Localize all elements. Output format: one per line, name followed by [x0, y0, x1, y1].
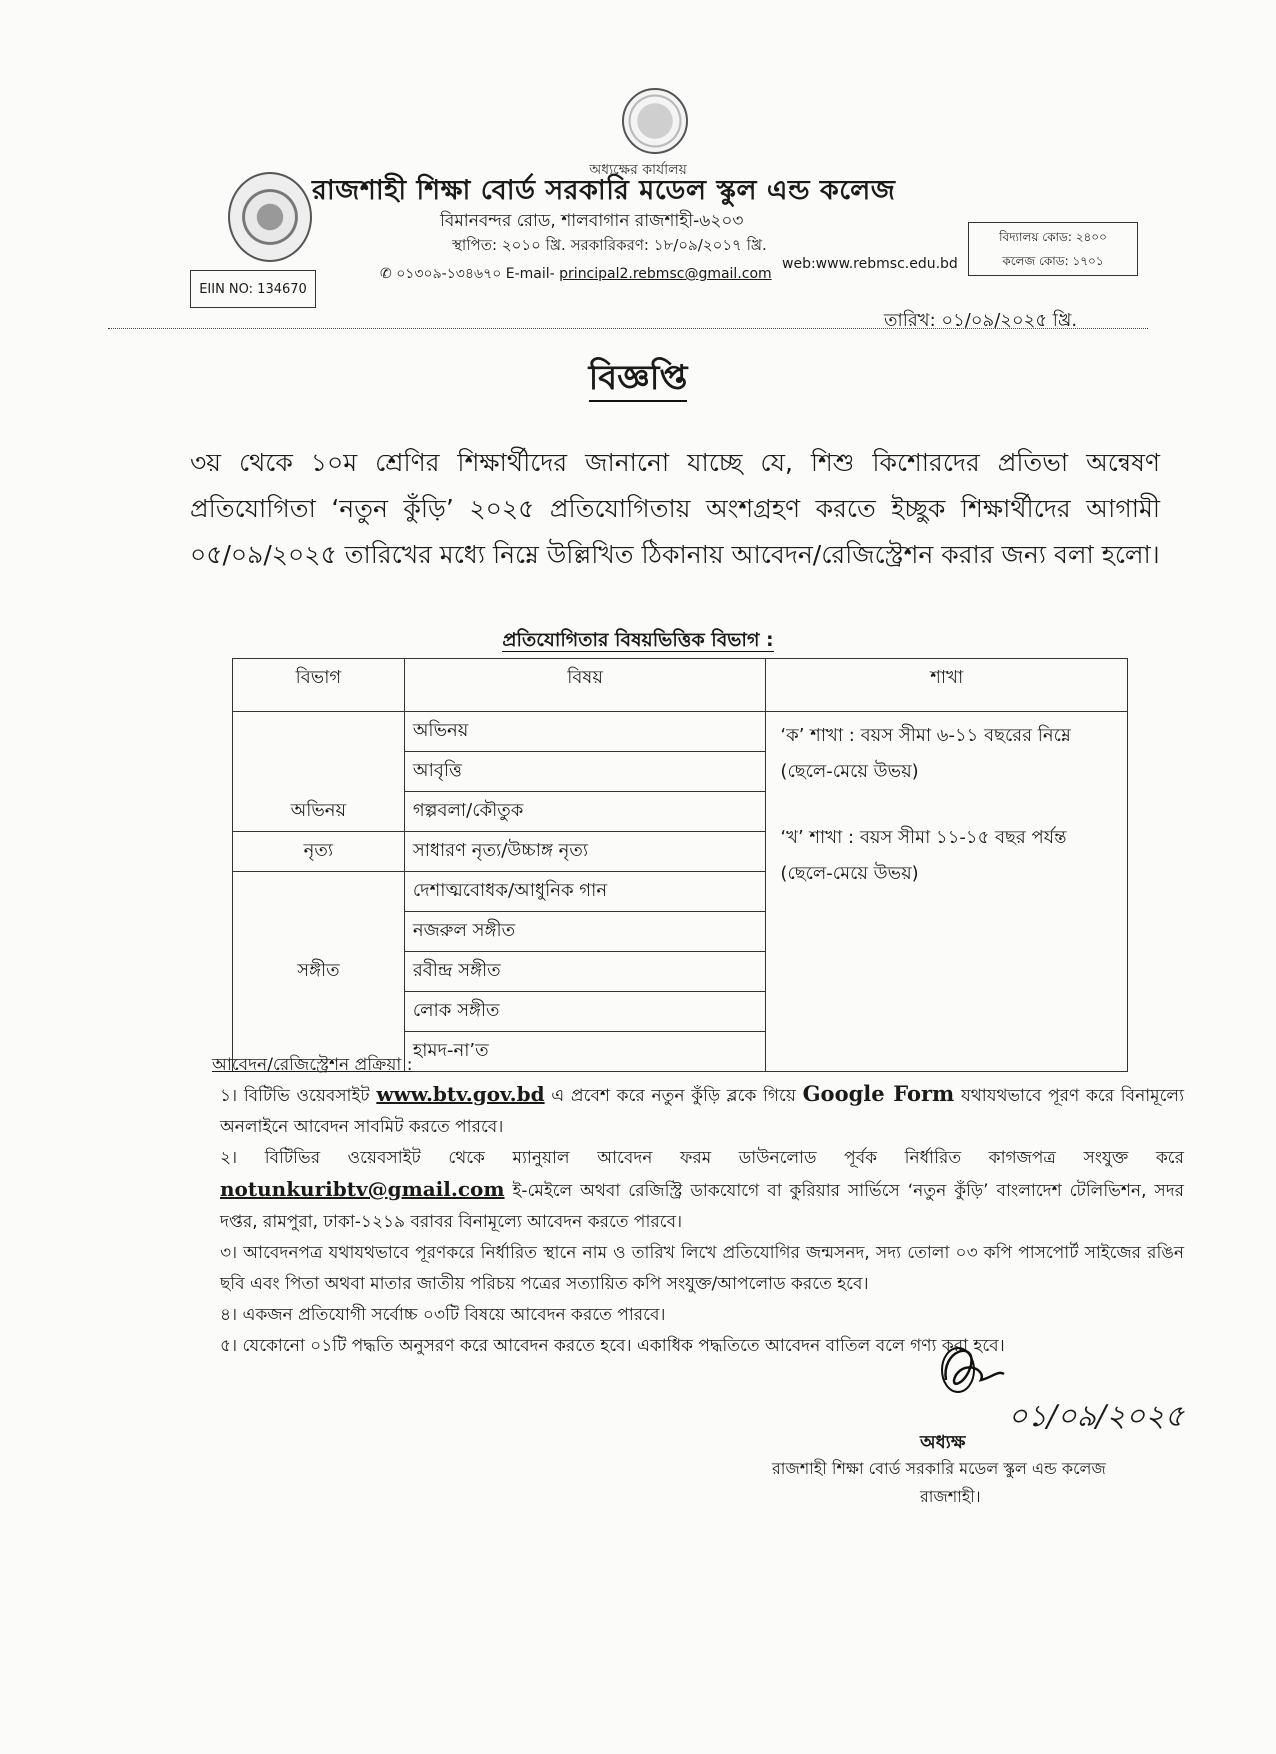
subject-cell: রবীন্দ্র সঙ্গীত [404, 952, 766, 992]
code-box [968, 222, 1138, 276]
phone-icon: ✆ [380, 266, 392, 282]
btv-website-link[interactable]: www.btv.gov.bd [376, 1082, 545, 1106]
government-seal-logo [622, 88, 688, 154]
handwritten-signature [936, 1340, 1006, 1400]
subject-cell: আবৃত্তি [404, 752, 766, 792]
eiin-box: EIIN NO: 134670 [190, 270, 316, 308]
table-caption-text: প্রতিযোগিতার বিষয়ভিত্তিক বিভাগ : [502, 629, 774, 651]
header-branch: শাখা [766, 659, 1128, 712]
header-subject: বিষয় [404, 659, 766, 712]
website-link[interactable]: web:www.rebmsc.edu.bd [782, 256, 958, 272]
notice-body: ৩য় থেকে ১০ম শ্রেণির শিক্ষার্থীদের জানানো যাচ্ছে যে, শিশু কিশোরদের প্রতিভা অন্বেষণ প্রতিযোগিতা ‘নতুন কুঁড়ি’ ২০২৫ প্রতিযোগিতায় অংশগ্রহণ করতে ইচ্ছুক শিক্ষার্থীদের আগামী ০৫/০৯/২০২৫ তারিখের মধ্যে নিম্নে উল্লিখিত ঠিকানায় আবেদন/রেজিস্ট্রেশন করার জন্য বলা হলো। [190, 448, 1160, 569]
category-cell: সঙ্গীত [233, 872, 405, 1072]
school-code: বিদ্যালয় কোড: ২৪০০ [999, 230, 1107, 244]
subject-cell: গল্পবলা/কৌতুক [404, 792, 766, 832]
procedure-item-5: ৫। যেকোনো ০১টি পদ্ধতি অনুসরণ করে আবেদন করতে হবে। একাধিক পদ্ধতিতে আবেদন বাতিল বলে গণ্য করা হবে। [220, 1336, 1005, 1356]
procedure-item-3: ৩। আবেদনপত্র যথাযথভাবে পূরণকরে নির্ধারিত স্থানে নাম ও তারিখ লিখে প্রতিযোগির জন্মসনদ, সদ্য তোলা ০৩ কপি পাসপোর্ট সাইজের রঙিন ছবি এবং পিতা অথবা মাতার জাতীয় পরিচয় পত্রের সত্যায়িত কপি সংযুক্ত/আপলোড করতে হবে। [220, 1243, 1184, 1294]
header-category: বিভাগ [233, 659, 405, 712]
item2-text-a: ২। বিটিভির ওয়েবসাইট থেকে ম্যানুয়াল আবেদন ফরম ডাউনলোড পূর্বক নির্ধারিত কাগজপত্র সংযুক্ত করে [220, 1148, 1184, 1168]
signatory-city: রাজশাহী। [920, 1487, 981, 1506]
established-info: স্থাপিত: ২০১০ খ্রি. সরকারিকরণ: ১৮/০৯/২০১৭ খ্রি. [452, 236, 767, 254]
category-cell: নৃত্য [233, 832, 405, 872]
category-cell: অভিনয় [233, 712, 405, 832]
procedure-heading: আবেদন/রেজিস্ট্রেশন প্রক্রিয়া : [212, 1055, 413, 1075]
item2-text-b: ই-মেইলে অথবা রেজিস্ট্রি ডাকযোগে বা কুরিয়ার সার্ভিসে ‘নতুন কুঁড়ি’ বাংলাদেশ টেলিভিশন, সদর দপ্তর, রামপুরা, ঢাকা-১২১৯ বরাবর বিনামূল্যে আবেদন করতে পারবে। [220, 1181, 1184, 1232]
procedure-item-1 [220, 1078, 1184, 1143]
item1-text-c: যথাযথভাবে পূরণ করে বিনামূল্যে অনলাইনে আবেদন সাবমিট করতে পারবে। [220, 1086, 1185, 1137]
subject-cell: নজরুল সঙ্গীত [404, 912, 766, 952]
subject-cell: লোক সঙ্গীত [404, 992, 766, 1032]
google-form-label: Google Form [802, 1081, 955, 1106]
item1-text-b: এ প্রবেশ করে নতুন কুঁড়ি ব্লকে গিয়ে [551, 1086, 796, 1106]
signature-date: ০১/০৯/২০২৫ [1008, 1399, 1185, 1434]
subject-cell: সাধারণ নৃত্য/উচ্চাঙ্গ নৃত্য [404, 832, 766, 872]
subject-cell: দেশাত্মবোধক/আধুনিক গান [404, 872, 766, 912]
notice-title-text: বিজ্ঞপ্তি [589, 358, 688, 402]
branch-cell [766, 712, 1128, 1072]
procedure-list [220, 1078, 1184, 1362]
contact-line [380, 262, 772, 286]
email-link[interactable]: principal2.rebmsc@gmail.com [559, 266, 772, 282]
header-divider [108, 328, 1148, 329]
signatory-school: রাজশাহী শিক্ষা বোর্ড সরকারি মডেল স্কুল এন্ড কলেজ [772, 1459, 1106, 1478]
category-table [232, 658, 1128, 1072]
notunkuri-email-link[interactable]: notunkuribtv@gmail.com [220, 1177, 505, 1201]
phone-number: ০১৩০৯-১৩৪৬৭০ [396, 266, 502, 282]
email-label: E-mail- [505, 266, 555, 282]
table-header-row [233, 659, 1128, 712]
notice-date: তারিখ: ০১/০৯/২০২৫ খ্রি. [884, 310, 1078, 331]
school-name: রাজশাহী শিক্ষা বোর্ড সরকারি মডেল স্কুল এন্ড কলেজ [312, 175, 896, 206]
subject-cell: হামদ-না’ত [404, 1032, 766, 1072]
subject-cell: অভিনয় [404, 712, 766, 752]
procedure-item-4: ৪। একজন প্রতিযোগী সর্বোচ্চ ০৩টি বিষয়ে আবেদন করতে পারবে। [220, 1305, 666, 1325]
college-code: কলেজ কোড: ১৭০১ [1002, 254, 1104, 268]
item1-text-a: ১। বিটিভি ওয়েবসাইট [220, 1086, 370, 1106]
table-row [233, 712, 1128, 752]
school-address: বিমানবন্দর রোড, শালবাগান রাজশাহী-৬২০৩ [440, 211, 744, 231]
procedure-item-2 [220, 1143, 1184, 1238]
notice-title [0, 352, 1276, 409]
office-label: অধ্যক্ষের কার্যালয় [589, 162, 687, 178]
branch-ka: ‘ক’ শাখা : বয়স সীমা ৬-১১ বছরের নিম্নে (ছেলে-মেয়ে উভয়) [780, 725, 1071, 782]
table-caption [0, 626, 1276, 658]
branch-kha: ‘খ’ শাখা : বয়স সীমা ১১-১৫ বছর পর্যন্ত (ছেলে-মেয়ে উভয়) [780, 827, 1067, 884]
school-logo [228, 172, 312, 262]
principal-designation: অধ্যক্ষ [920, 1432, 966, 1453]
